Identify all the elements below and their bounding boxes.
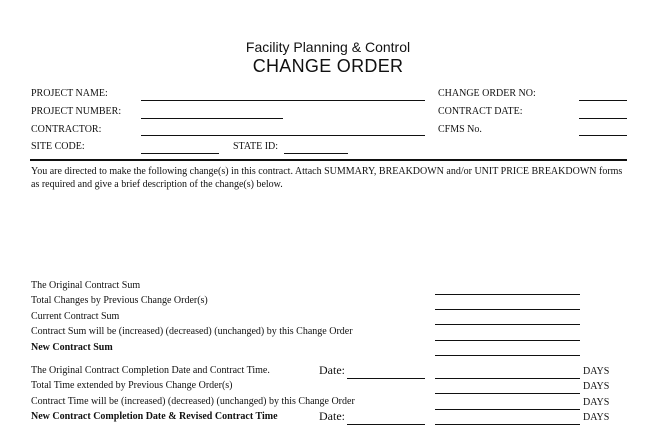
project-name-label: PROJECT NAME: [31, 88, 108, 99]
site-code-label: SITE CODE: [31, 141, 85, 152]
cfms-no-field[interactable] [579, 135, 627, 136]
current-sum-label: Current Contract Sum [31, 311, 120, 322]
state-id-label: STATE ID: [233, 141, 279, 152]
new-days-field[interactable] [435, 424, 580, 425]
state-id-field[interactable] [284, 153, 348, 154]
project-name-field[interactable] [141, 100, 425, 101]
directions-text: You are directed to make the following change(s) in this contract. Attach SUMMARY, BREAKDOWN and/or UNIT PRICE BREAKDOWN forms as required and give a brief description of the change(s) below. [31, 166, 623, 190]
cfms-no-label: CFMS No. [438, 124, 482, 135]
new-sum-label: New Contract Sum [31, 342, 113, 353]
previous-time-label: Total Time extended by Previous Change Order(s) [31, 380, 233, 391]
time-change-days-label: DAYS [583, 397, 610, 408]
site-code-field[interactable] [141, 153, 219, 154]
new-date-field[interactable] [347, 424, 425, 425]
original-date-label: Date: [319, 363, 345, 377]
time-change-label: Contract Time will be (increased) (decreased) (unchanged) by this Change Order [31, 396, 355, 407]
change-order-no-field[interactable] [579, 100, 627, 101]
previous-days-field[interactable] [435, 393, 580, 394]
contractor-field[interactable] [141, 135, 425, 136]
new-days-label: DAYS [583, 412, 610, 423]
new-date-label: Date: [319, 409, 345, 423]
org-name: Facility Planning & Control [245, 39, 411, 55]
sum-change-field[interactable] [435, 340, 580, 341]
project-number-field[interactable] [141, 118, 283, 119]
contract-date-label: CONTRACT DATE: [438, 106, 523, 117]
original-sum-label: The Original Contract Sum [31, 280, 141, 291]
change-order-no-label: CHANGE ORDER NO: [438, 88, 536, 99]
section-divider [30, 159, 627, 161]
new-sum-field[interactable] [435, 355, 580, 356]
contractor-label: CONTRACTOR: [31, 124, 102, 135]
form-title: CHANGE ORDER [252, 56, 404, 76]
sum-change-label: Contract Sum will be (increased) (decreased) (unchanged) by this Change Order [31, 326, 353, 337]
previous-changes-label: Total Changes by Previous Change Order(s) [31, 295, 208, 306]
previous-days-label: DAYS [583, 381, 610, 392]
project-number-label: PROJECT NUMBER: [31, 106, 122, 117]
time-change-field[interactable] [435, 409, 580, 410]
previous-changes-field[interactable] [435, 309, 580, 310]
original-sum-field[interactable] [435, 294, 580, 295]
original-date-field[interactable] [347, 378, 425, 379]
current-sum-field[interactable] [435, 324, 580, 325]
original-days-label: DAYS [583, 366, 610, 377]
contract-date-field[interactable] [579, 118, 627, 119]
original-days-field[interactable] [435, 378, 580, 379]
new-time-label: New Contract Completion Date & Revised Contract Time [31, 411, 278, 422]
original-time-label: The Original Contract Completion Date and Contract Time. [31, 365, 270, 376]
